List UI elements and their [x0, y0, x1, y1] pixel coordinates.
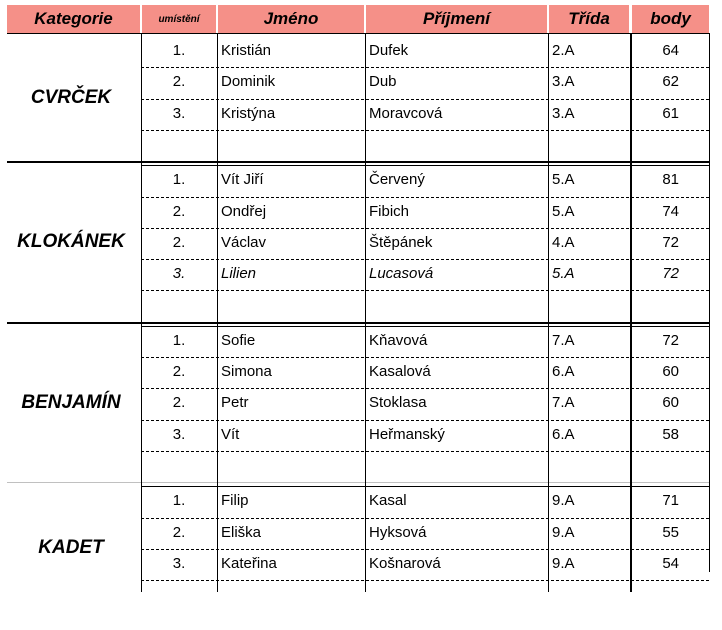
class-cell: 5.A [552, 202, 575, 220]
class-cell: 6.A [552, 425, 575, 443]
first-name-cell: Kateřina [221, 554, 277, 572]
rank-cell: 3. [172, 265, 186, 283]
row-separator [141, 130, 709, 131]
points-cell: 64 [662, 42, 679, 59]
row-separator [141, 420, 709, 421]
class-cell: 7.A [552, 331, 575, 349]
last-name-cell: Kňavová [369, 331, 428, 349]
last-name-cell: Červený [369, 171, 425, 189]
last-name-cell: Fibich [369, 202, 410, 220]
row-separator [141, 580, 709, 581]
class-cell: 6.A [552, 363, 575, 380]
class-cell: 7.A [552, 394, 575, 412]
right-border-line [709, 33, 710, 572]
first-name-cell: Vít [221, 425, 240, 443]
header-last-name: Příjmení [366, 5, 547, 33]
table-row [0, 326, 722, 357]
class-cell: 9.A [552, 523, 575, 541]
class-cell: 5.A [552, 265, 575, 283]
points-column-line [630, 33, 632, 592]
first-name-cell: Petr [221, 394, 249, 412]
header-points: body [632, 5, 709, 33]
points-cell: 72 [662, 265, 679, 283]
points-cell: 55 [662, 523, 679, 541]
points-cell: 71 [662, 492, 679, 510]
row-separator [141, 357, 709, 358]
row-separator [141, 228, 709, 229]
points-cell: 72 [662, 233, 679, 251]
last-name-cell: Hyksová [369, 523, 427, 541]
header-class: Třída [549, 5, 629, 33]
row-separator [141, 451, 709, 452]
rank-cell: 2. [172, 363, 186, 380]
row-separator [141, 388, 709, 389]
category-label: CVRČEK [30, 86, 112, 108]
first-name-cell: Vít Jiří [221, 171, 264, 189]
first-name-cell: Václav [221, 233, 267, 251]
table-row [0, 259, 722, 290]
rank-cell: 1. [172, 42, 186, 59]
rank-cell: 3. [172, 104, 186, 122]
last-name-cell: Kasalová [369, 363, 431, 380]
rank-cell: 2. [172, 233, 186, 251]
first-name-cell: Simona [221, 363, 272, 380]
header-category: Kategorie [7, 5, 140, 33]
first-name-cell: Kristián [221, 42, 272, 59]
class-cell: 3.A [552, 73, 575, 91]
group-separator [7, 322, 709, 324]
row-separator [141, 67, 709, 68]
points-cell: 60 [662, 363, 679, 380]
table-row [0, 486, 722, 517]
class-cell: 3.A [552, 104, 575, 122]
points-cell: 72 [662, 331, 679, 349]
points-cell: 54 [662, 554, 679, 572]
row-separator [141, 259, 709, 260]
last-name-cell: Lucasová [369, 265, 434, 283]
rank-cell: 1. [172, 331, 186, 349]
last-name-cell: Kasal [369, 492, 407, 510]
class-cell: 4.A [552, 233, 575, 251]
points-cell: 62 [662, 73, 679, 91]
rank-cell: 1. [172, 492, 186, 510]
header-rank: umístění [142, 5, 216, 33]
header-first-name: Jméno [218, 5, 364, 33]
points-cell: 58 [662, 425, 679, 443]
points-cell: 81 [662, 171, 679, 189]
first-name-cell: Dominik [221, 73, 276, 91]
last-name-cell: Moravcová [369, 104, 443, 122]
first-name-column-line [217, 33, 218, 592]
category-label: KLOKÁNEK [17, 231, 125, 253]
last-name-cell: Košnarová [369, 554, 441, 572]
rank-column-line [141, 33, 142, 592]
group-separator [7, 482, 709, 483]
rank-cell: 2. [172, 202, 186, 220]
last-name-cell: Stoklasa [369, 394, 427, 412]
category-label: KADET [38, 536, 104, 558]
first-name-cell: Lilien [221, 265, 257, 283]
points-cell: 74 [662, 202, 679, 220]
points-cell: 60 [662, 394, 679, 412]
row-separator [141, 549, 709, 550]
row-separator [141, 518, 709, 519]
last-name-cell: Heřmanský [369, 425, 445, 443]
row-separator [141, 99, 709, 100]
first-name-cell: Eliška [221, 523, 262, 541]
table-row [0, 165, 722, 196]
header-bottom-line [7, 33, 709, 34]
rank-cell: 2. [172, 394, 186, 412]
table-row [0, 357, 722, 388]
row-separator [141, 197, 709, 198]
table-row [0, 197, 722, 228]
group-separator [7, 161, 709, 163]
first-name-cell: Filip [221, 492, 249, 510]
class-cell: 2.A [552, 42, 575, 59]
last-name-cell: Dufek [369, 42, 409, 59]
class-cell: 5.A [552, 171, 575, 189]
last-name-cell: Dub [369, 73, 397, 91]
class-cell: 9.A [552, 492, 575, 510]
rank-cell: 3. [172, 554, 186, 572]
first-name-cell: Sofie [221, 331, 256, 349]
rank-cell: 2. [172, 73, 186, 91]
rank-cell: 3. [172, 425, 186, 443]
class-column-line [548, 33, 549, 592]
category-label: BENJAMÍN [21, 391, 121, 413]
last-name-column-line [365, 33, 366, 592]
rank-cell: 1. [172, 171, 186, 189]
class-cell: 9.A [552, 554, 575, 572]
table-row [0, 420, 722, 451]
rank-cell: 2. [172, 523, 186, 541]
first-name-cell: Kristýna [221, 104, 276, 122]
row-separator [141, 290, 709, 291]
table-row [0, 36, 722, 67]
last-name-cell: Štěpánek [369, 233, 433, 251]
first-name-cell: Ondřej [221, 202, 267, 220]
points-cell: 61 [662, 104, 679, 122]
